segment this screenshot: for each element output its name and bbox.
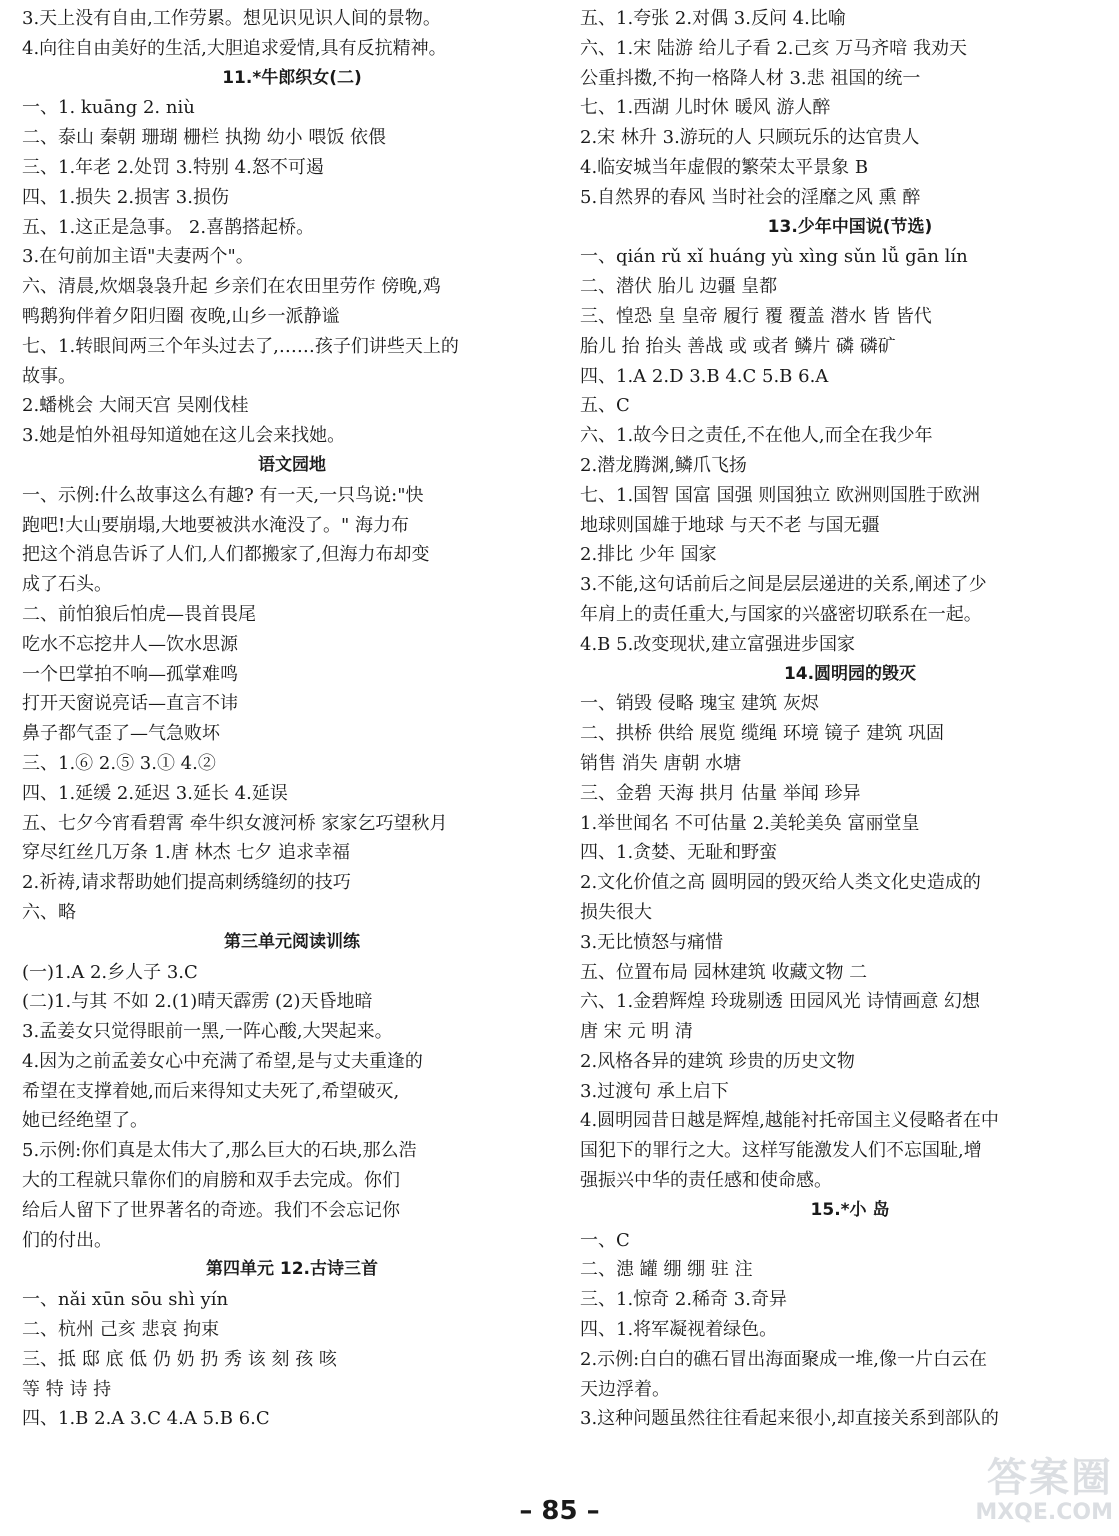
section-heading: 14.圆明园的毁灭	[783, 663, 917, 684]
answer-line: (一)1.A 2.乡人子 3.C	[22, 961, 198, 983]
answer-line: 天边浮着。	[580, 1378, 670, 1400]
answer-line: 2.祈祷,请求帮助她们提高刺绣缝纫的技巧	[22, 872, 351, 894]
answer-line: 唐 宋 元 明 清	[580, 1021, 693, 1043]
answer-line: 五、位置布局 园林建筑 收藏文物 二	[580, 961, 868, 983]
answer-line: 3.她是怕外祖母知道她在这儿会来找她。	[22, 425, 346, 447]
section-heading: 语文园地	[258, 454, 326, 475]
page-number: – 85 –	[519, 1496, 600, 1526]
answer-line: 2.宋 林升 3.游玩的人 只顾玩乐的达官贵人	[580, 127, 920, 149]
answer-line: 胎儿 抬 抬头 善战 或 或者 鳞片 磷 磷矿	[580, 335, 896, 357]
answer-line: 3.在句前加主语"夫妻两个"。	[22, 246, 254, 268]
answer-line: 2.蟠桃会 大闹天宫 吴刚伐桂	[22, 395, 249, 417]
right-column	[580, 4, 1119, 1434]
answer-line: 二、潜伏 胎儿 边疆 皇都	[580, 276, 778, 298]
answer-line: 3.无比愤怒与痛惜	[580, 931, 724, 953]
answer-line: 四、1.损失 2.损害 3.损伤	[22, 186, 229, 208]
answer-line: 3.不能,这句话前后之间是层层递进的关系,阐述了少	[580, 574, 987, 596]
section-heading: 11.*牛郎织女(二)	[222, 67, 362, 88]
answer-line: 一、nǎi xūn sōu shì yín	[22, 1289, 229, 1311]
answer-line: 三、惶恐 皇 皇帝 履行 覆 覆盖 潜水 皆 皆代	[580, 305, 932, 327]
answer-line: 2.风格各异的建筑 珍贵的历史文物	[580, 1050, 855, 1072]
answer-line: 六、1.故今日之责任,不在他人,而全在我少年	[580, 425, 933, 447]
answer-line: 给后人留下了世界著名的奇迹。我们不会忘记你	[22, 1199, 400, 1221]
answer-line: 二、泰山 秦朝 珊瑚 栅栏 执拗 幼小 喂饭 依偎	[22, 127, 387, 149]
answer-line: 一、qián rǔ xǐ huáng yù xìng sǔn lǚ gān lín	[580, 246, 968, 268]
answer-line: 她已经绝望了。	[22, 1110, 148, 1132]
answer-line: 吃水不忘挖井人—饮水思源	[22, 633, 238, 655]
section-heading: 15.*小 岛	[810, 1199, 890, 1220]
answer-line: 二、杭州 己亥 悲哀 拘束	[22, 1319, 220, 1341]
answer-line: 七、1.国智 国富 国强 则国独立 欧洲则国胜于欧洲	[580, 484, 981, 506]
answer-line: 五、七夕今宵看碧霄 牵牛织女渡河桥 家家乞巧望秋月	[22, 812, 448, 834]
answer-line: 七、1.转眼间两三个年头过去了,……孩子们讲些天上的	[22, 335, 459, 357]
answer-line: 四、1.将军凝视着绿色。	[580, 1319, 778, 1341]
answer-line: 2.排比 少年 国家	[580, 544, 717, 566]
answer-line: (二)1.与其 不如 2.(1)晴天霹雳 (2)天昏地暗	[22, 991, 373, 1013]
answer-line: 2.文化价值之高 圆明园的毁灭给人类文化史造成的	[580, 872, 981, 894]
answer-line: 鼻子都气歪了—气急败坏	[22, 723, 220, 745]
answer-line: 一个巴掌拍不响—孤掌难鸣	[22, 663, 238, 685]
answer-line: 大的工程就只靠你们的肩膀和双手去完成。你们	[22, 1170, 400, 1192]
answer-line: 四、1.A 2.D 3.B 4.C 5.B 6.A	[580, 365, 829, 387]
answer-line: 三、1.年老 2.处罚 3.特别 4.怒不可遏	[22, 156, 324, 178]
answer-line: 2.潜龙腾渊,鳞爪飞扬	[580, 454, 747, 476]
answer-line: 年肩上的责任重大,与国家的兴盛密切联系在一起。	[580, 603, 982, 625]
answer-line: 四、1.延缓 2.延迟 3.延长 4.延误	[22, 782, 288, 804]
answer-line: 等 特 诗 持	[22, 1378, 112, 1400]
answer-line: 三、1.惊奇 2.稀奇 3.奇异	[580, 1289, 787, 1311]
answer-line: 强振兴中华的责任感和使命感。	[580, 1170, 832, 1192]
answer-line: 跑吧!大山要崩塌,大地要被洪水淹没了。" 海力布	[22, 514, 409, 536]
answer-line: 五、1.夸张 2.对偶 3.反问 4.比喻	[580, 8, 846, 29]
watermark-logo: 答案圈 MXQE.COM	[975, 1455, 1113, 1525]
answer-line: 公重抖擞,不拘一格降人材 3.悲 祖国的统一	[580, 67, 921, 89]
answer-line: 们的付出。	[22, 1229, 112, 1251]
left-column	[22, 4, 562, 1434]
answer-line: 六、1.金碧辉煌 玲珑剔透 田园风光 诗情画意 幻想	[580, 991, 981, 1013]
answer-line: 3.天上没有自由,工作劳累。想见识见识人间的景物。	[22, 8, 441, 29]
answer-line: 六、1.宋 陆游 给儿子看 2.己亥 万马齐喑 我劝天	[580, 37, 967, 59]
section-heading: 13.少年中国说(节选)	[767, 216, 933, 237]
answer-line: 二、拱桥 供给 展览 缆绳 环境 镜子 建筑 巩固	[580, 723, 945, 745]
answer-line: 三、抵 邸 底 低 仍 奶 扔 秀 该 刻 孩 咳	[22, 1348, 337, 1370]
section-heading: 第三单元阅读训练	[224, 931, 360, 952]
answer-line: 二、漶 罐 绷 绷 驻 注	[580, 1259, 753, 1281]
answer-line: 七、1.西湖 儿时休 暖风 游人醉	[580, 97, 831, 119]
answer-line: 四、1.B 2.A 3.C 4.A 5.B 6.C	[22, 1408, 270, 1430]
answer-line: 3.孟姜女只觉得眼前一黑,一阵心酸,大哭起来。	[22, 1021, 393, 1043]
answer-line: 一、C	[580, 1229, 630, 1251]
answer-line: 一、示例:什么故事这么有趣? 有一天,一只鸟说:"快	[22, 484, 424, 506]
answer-line: 六、清晨,炊烟袅袅升起 乡亲们在农田里劳作 傍晚,鸡	[22, 276, 441, 298]
answer-line: 打开天窗说亮话—直言不讳	[22, 693, 238, 715]
answer-line: 4.临安城当年虚假的繁荣太平景象 B	[580, 156, 869, 178]
answer-line: 损失很大	[580, 901, 652, 923]
answer-line: 二、前怕狼后怕虎—畏首畏尾	[22, 603, 256, 625]
answer-line: 销售 消失 唐朝 水塘	[580, 752, 742, 774]
answer-line: 4.因为之前孟姜女心中充满了希望,是与丈夫重逢的	[22, 1050, 423, 1072]
answer-line: 国犯下的罪行之大。这样写能激发人们不忘国耻,增	[580, 1140, 982, 1162]
answer-line: 地球则国雄于地球 与天不老 与国无疆	[580, 514, 880, 536]
answer-line: 4.圆明园昔日越是辉煌,越能衬托帝国主义侵略者在中	[580, 1110, 999, 1132]
answer-line: 一、销毁 侵略 瑰宝 建筑 灰烬	[580, 693, 819, 715]
answer-line: 1.举世闻名 不可估量 2.美轮美奂 富丽堂皇	[580, 812, 920, 834]
answer-line: 4.向往自由美好的生活,大胆追求爱情,具有反抗精神。	[22, 37, 447, 59]
answer-line: 希望在支撑着她,而后来得知丈夫死了,希望破灭,	[22, 1080, 400, 1102]
answer-line: 三、金碧 天海 拱月 估量 举闻 珍异	[580, 782, 861, 804]
answer-line: 4.B 5.改变现状,建立富强进步国家	[580, 633, 856, 655]
answer-line: 三、1.⑥ 2.⑤ 3.① 4.②	[22, 752, 216, 774]
answer-line: 把这个消息告诉了人们,人们都搬家了,但海力布却变	[22, 544, 430, 566]
answer-line: 五、C	[580, 395, 630, 417]
answer-line: 鸭鹅狗伴着夕阳归圈 夜晚,山乡一派静谧	[22, 305, 340, 327]
answer-line: 故事。	[22, 365, 76, 387]
answer-line: 3.过渡句 承上启下	[580, 1080, 729, 1102]
section-heading: 第四单元 12.古诗三首	[205, 1259, 379, 1280]
answer-line: 穿尽红丝几万条 1.唐 林杰 七夕 追求幸福	[22, 842, 351, 864]
answer-line: 2.示例:白白的礁石冒出海面聚成一堆,像一片白云在	[580, 1348, 987, 1370]
answer-line: 3.这种问题虽然往往看起来很小,却直接关系到部队的	[580, 1408, 999, 1430]
answer-line: 四、1.贪婪、无耻和野蛮	[580, 842, 778, 864]
answer-line: 六、略	[22, 901, 76, 923]
answer-line: 5.示例:你们真是太伟大了,那么巨大的石块,那么浩	[22, 1140, 417, 1162]
answer-line: 5.自然界的春风 当时社会的淫靡之风 熏 醉	[580, 186, 921, 208]
answer-line: 五、1.这正是急事。 2.喜鹊搭起桥。	[22, 216, 315, 238]
answer-line: 成了石头。	[22, 574, 112, 596]
answer-line: 一、1. kuāng 2. niù	[22, 97, 195, 119]
